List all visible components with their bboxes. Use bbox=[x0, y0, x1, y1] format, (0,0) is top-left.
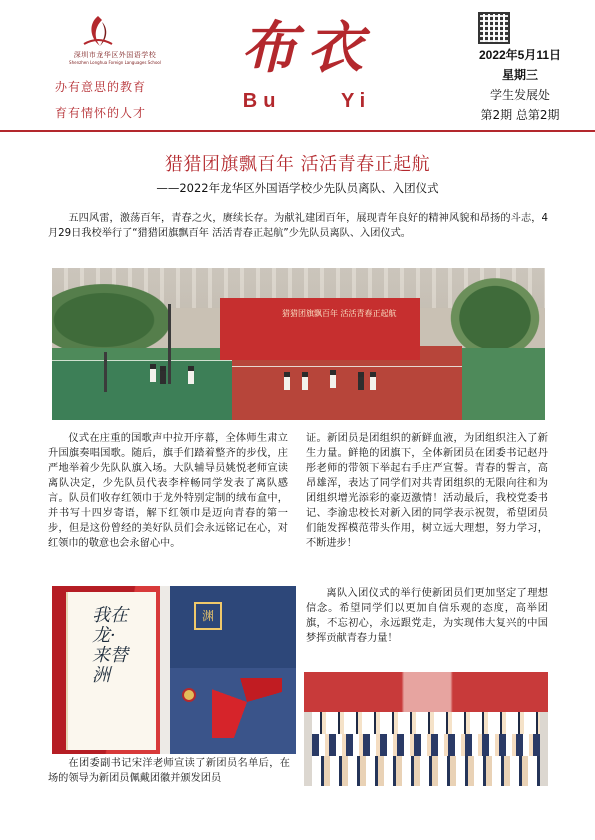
ceremony-photo bbox=[52, 268, 545, 420]
school-name: 深圳市龙华区外国语学校 bbox=[73, 51, 157, 59]
masthead-pinyin bbox=[207, 90, 407, 113]
photo-trees-left bbox=[52, 278, 182, 348]
group-photo bbox=[304, 672, 548, 786]
photo-track-line bbox=[232, 366, 462, 367]
photo-court bbox=[52, 360, 232, 420]
qr-code-pattern bbox=[480, 14, 508, 42]
issue-department: 学生发展处 bbox=[489, 88, 550, 102]
slogan-2: 育有情怀的人才 bbox=[55, 106, 147, 120]
school-logo-icon bbox=[78, 14, 118, 50]
article-paragraph-left: 仪式在庄重的国歌声中拉开序幕，全体师生肃立升国旗奏唱国歌。随后，旗手们踏着整齐的步伐，庄严地举着少先队队旗入场。大队辅导员姚悦老师宣读离队决定，少先队员代表李梓畅同学发表了离队感言。队员们收存红领巾于龙外特别定制的绒布盒中，并书写十四岁寄语，解下红领巾是迈向青春的第一步，但是这份曾经的美好队员们会永远铭记在心，对红领巾的敬意也会永留心中。 bbox=[48, 433, 288, 549]
school-name-en: Shenzhen Longhua Foreign Languages School bbox=[69, 60, 161, 65]
photo-hoop-pole bbox=[168, 304, 171, 384]
scarf-box-photo bbox=[52, 586, 296, 754]
masthead-pinyin-2: Yi bbox=[341, 90, 372, 112]
article-paragraph-right: 证。新团员是团组织的新鲜血液，为团组织注入了新生力量。鲜艳的团旗下，全体新团员在团委书记赵丹彤老师的带领下举起右手庄严宣誓。青春的誓言，高昂雄浑，表达了同学们对共青团组织的无限向往和为团组织增光添彩的豪迈激情！活动最后，我校党委书记、李渝忠校长对新入团的同学表示祝贺，希望团员们能发挥模范带头作用，树立远大理想，努力学习，不断进步！ bbox=[306, 433, 548, 549]
badge-icon bbox=[182, 688, 196, 702]
masthead-header bbox=[0, 0, 595, 131]
photo-person bbox=[284, 372, 290, 390]
article-intro: 五四风雷，激荡百年，青春之火，赓续长存。为献礼建团百年，展现青年良好的精神风貌和昂扬的斗志，4月29日我校举行了“猎猎团旗飘百年 活活青春正起航”少先队员离队、入团仪式。 bbox=[48, 213, 548, 239]
photo-row-front bbox=[312, 756, 540, 786]
issue-number: 第2期 总第2期 bbox=[480, 108, 560, 122]
photo-person bbox=[370, 372, 376, 390]
photo-person bbox=[150, 364, 156, 382]
red-scarf-icon bbox=[212, 678, 282, 738]
photo-board-text: 猎猎团旗飘百年 活活青春正起航 bbox=[282, 309, 397, 318]
photo-banner bbox=[304, 672, 548, 712]
article-title: 猎猎团旗飘百年 活活青春正起航 bbox=[164, 154, 431, 175]
photo-person bbox=[188, 366, 194, 384]
article-paragraph-conclusion: 离队入团仪式的举行使新团员们更加坚定了理想信念。希望同学们以更加自信乐观的态度，高举团旗，不忘初心，永远跟党走，为实现伟大复兴的中国梦挥贡献青春力量！ bbox=[306, 588, 548, 644]
photo-person bbox=[330, 370, 336, 388]
article-subtitle: ——2022年龙华区外国语学校少先队员离队、入团仪式 bbox=[156, 181, 439, 195]
slogan-1: 办有意思的教育 bbox=[55, 80, 147, 94]
header-divider bbox=[0, 130, 595, 132]
photo-person bbox=[358, 372, 364, 390]
photo-person bbox=[302, 372, 308, 390]
photo-box-logo: 渊 bbox=[194, 602, 222, 630]
masthead-pinyin-1: Bu bbox=[242, 90, 282, 112]
photo-person bbox=[160, 366, 166, 384]
photo-calligraphy-text: 我在龙·来替洲 bbox=[92, 605, 128, 686]
masthead-title: 布衣 bbox=[241, 15, 373, 81]
photo-lamp-pole bbox=[104, 352, 107, 392]
issue-weekday: 星期三 bbox=[501, 68, 538, 82]
issue-date: 2022年5月11日 bbox=[478, 48, 562, 62]
article-paragraph-caption: 在团委副书记宋洋老师宣读了新团员名单后，在场的领导为新团员佩戴团徽并颁发团员 bbox=[48, 758, 290, 784]
photo-gift-box bbox=[170, 586, 296, 668]
